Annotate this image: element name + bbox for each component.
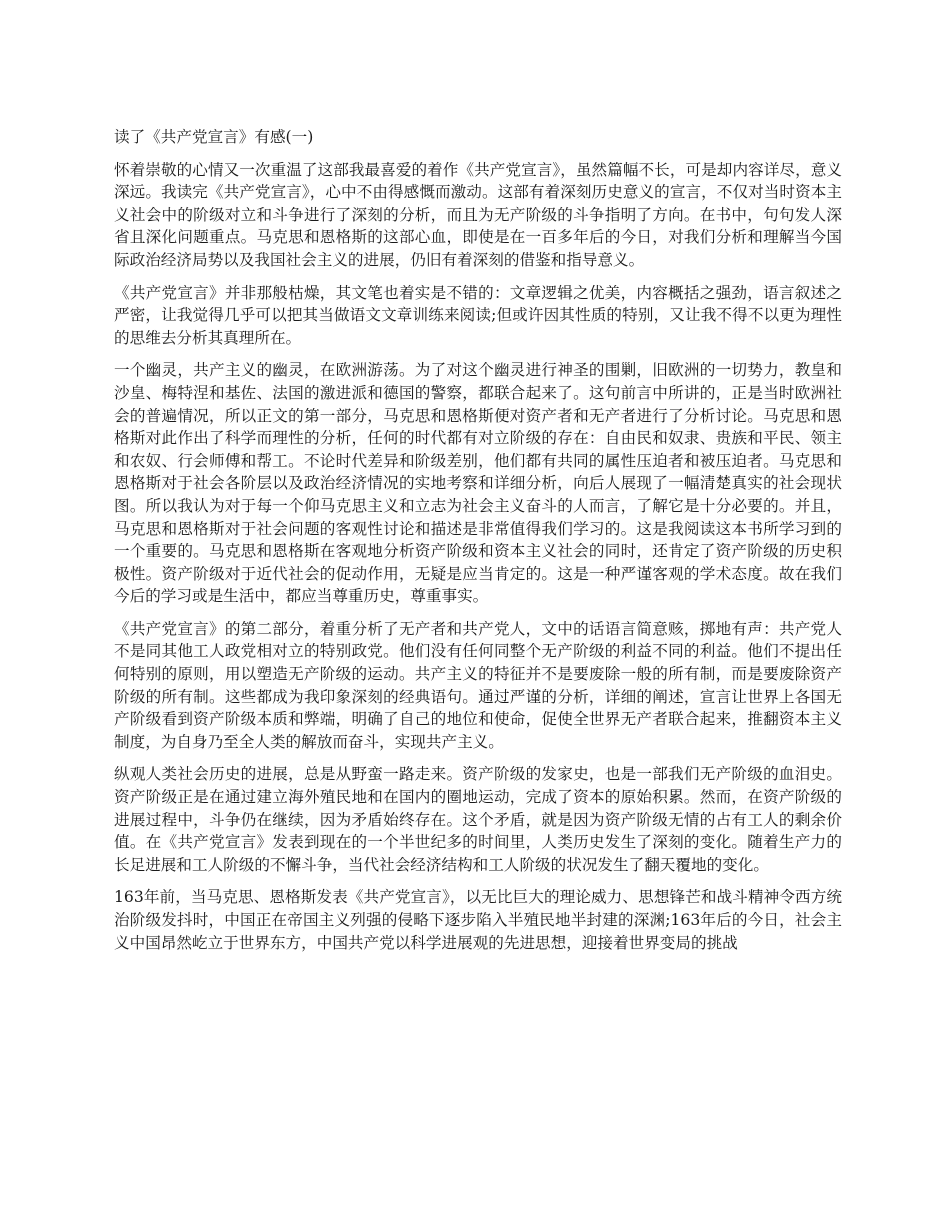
paragraph-3: 一个幽灵，共产主义的幽灵，在欧洲游荡。为了对这个幽灵进行神圣的围剿，旧欧洲的一切势力，教皇和沙皇、梅特涅和基佐、法国的激进派和德国的警察，都联合起来了。这句前言中所讲的，正是当时欧洲社会的普遍情况，所以正文的第一部分，马克思和恩格斯便对资产者和无产者进行了分析讨论。马克思和恩格斯对此作出了科学而理性的分析，任何的时代都有对立阶级的存在：自由民和奴隶、贵族和平民、领主和农奴、行会师傅和帮工。不论时代差异和阶级差别，他们都有共同的属性压迫者和被压迫者。马克思和恩格斯对于社会各阶层以及政治经济情况的实地考察和详细分析，向后人展现了一幅清楚真实的社会现状图。所以我认为对于每一个仰马克思主义和立志为社会主义奋斗的人而言，了解它是十分必要的。并且，马克思和恩格斯对于社会问题的客观性讨论和描述是非常值得我们学习的。这是我阅读这本书所学习到的一个重要的。马克思和恩格斯在客观地分析资产阶级和资本主义社会的同时，还肯定了资产阶级的历史积极性。资产阶级对于近代社会的促动作用，无疑是应当肯定的。这是一种严谨客观的学术态度。故在我们今后的学习或是生活中，都应当尊重历史，尊重事实。 [114,361,842,606]
paragraph-1: 怀着崇敬的心情又一次重温了这部我最喜爱的着作《共产党宣言》，虽然篇幅不长，可是却内容详尽，意义深远。我读完《共产党宣言》，心中不由得感慨而激动。这部有着深刻历史意义的宣言，不仅对当时资本主义社会中的阶级对立和斗争进行了深刻的分析，而且为无产阶级的斗争指明了方向。在书中，句句发人深省且深化问题重点。马克思和恩格斯的这部心血，即使是在一百多年后的今日，对我们分析和理解当今国际政治经济局势以及我国社会主义的进展，仍旧有着深刻的借鉴和指导意义。 [114,160,842,269]
document-page [114,126,842,964]
paragraph-6: 163年前，当马克思、恩格斯发表《共产党宣言》，以无比巨大的理论威力、思想锋芒和战斗精神令西方统治阶级发抖时，中国正在帝国主义列强的侵略下逐步陷入半殖民地半封建的深渊;163年后的今日，社会主义中国昂然屹立于世界东方，中国共产党以科学进展观的先进思想，迎接着世界变局的挑战 [114,888,842,952]
paragraph-2: 《共产党宣言》并非那般枯燥，其文笔也着实是不错的：文章逻辑之优美，内容概括之强劲，语言叙述之严密，让我觉得几乎可以把其当做语文文章训练来阅读;但或许因其性质的特别，又让我不得不以更为理性的思维去分析其真理所在。 [114,283,842,347]
document-title: 读了《共产党宣言》有感(一) [114,128,314,146]
paragraph-4: 《共产党宣言》的第二部分，着重分析了无产者和共产党人，文中的话语言简意赅，掷地有声：共产党人不是同其他工人政党相对立的特别政党。他们没有任何同整个无产阶级的利益不同的利益。他们不提出任何特别的原则，用以塑造无产阶级的运动。共产主义的特征并不是要废除一般的所有制，而是要废除资产阶级的所有制。这些都成为我印象深刻的经典语句。通过严谨的分析，详细的阐述，宣言让世界上各国无产阶级看到资产阶级本质和弊端，明确了自己的地位和使命，促使全世界无产者联合起来，推翻资本主义制度，为自身乃至全人类的解放而奋斗，实现共产主义。 [114,619,842,751]
paragraph-5: 纵观人类社会历史的进展，总是从野蛮一路走来。资产阶级的发家史，也是一部我们无产阶级的血泪史。资产阶级正是在通过建立海外殖民地和在国内的圈地运动，完成了资本的原始积累。然而，在资产阶级的进展过程中，斗争仍在继续，因为矛盾始终存在。这个矛盾，就是因为资产阶级无情的占有工人的剩余价值。在《共产党宣言》发表到现在的一个半世纪多的时间里，人类历史发生了深刻的变化。随着生产力的长足进展和工人阶级的不懈斗争，当代社会经济结构和工人阶级的状况发生了翻天覆地的变化。 [114,765,842,874]
